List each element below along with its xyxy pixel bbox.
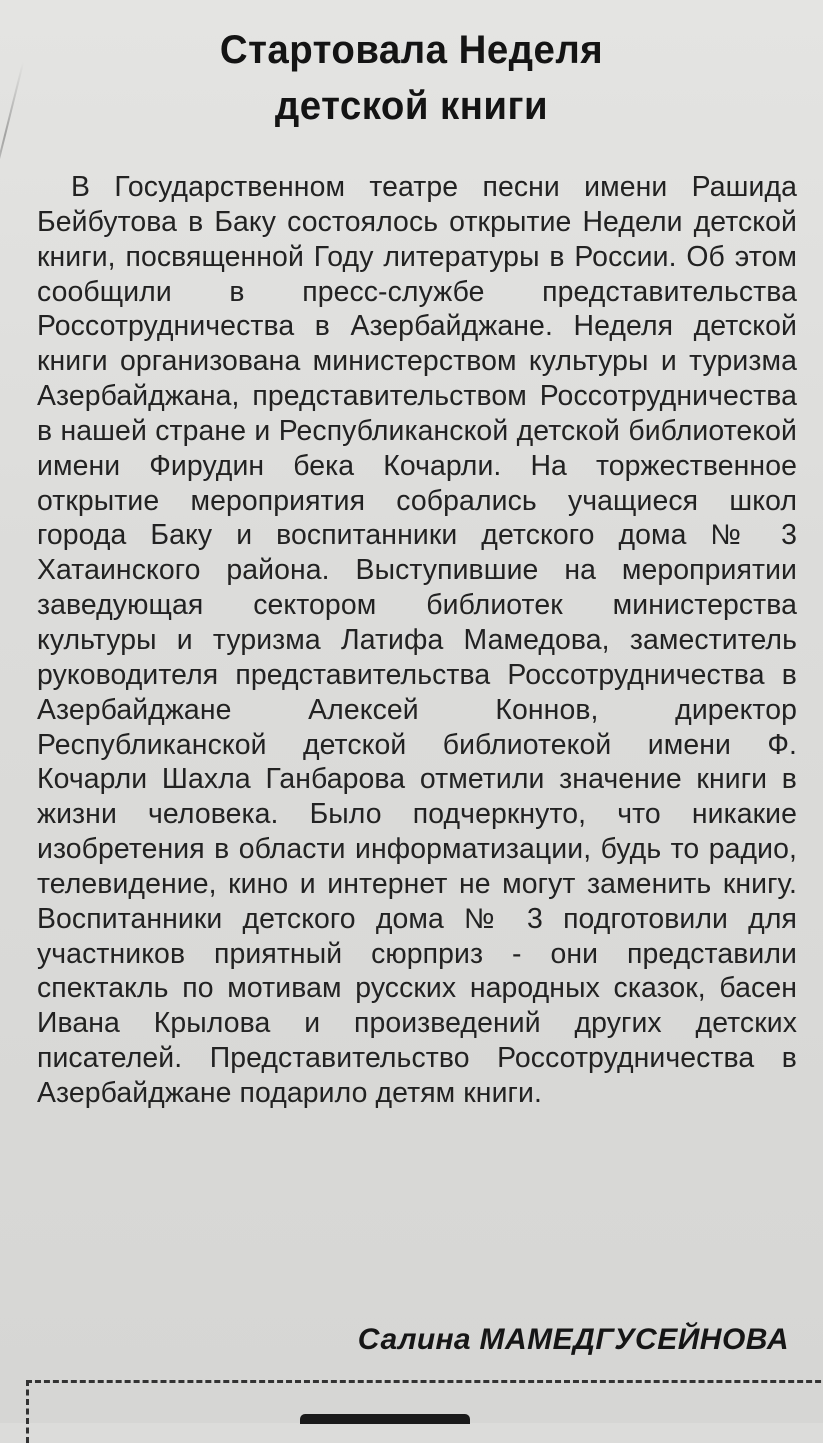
article-headline bbox=[16, 22, 806, 134]
byline-surname: МАМЕДГУСЕЙНОВА bbox=[479, 1323, 789, 1356]
headline-line-1: Стартовала Неделя bbox=[219, 28, 604, 72]
next-article-heading-cut bbox=[300, 1408, 540, 1428]
headline-line-2: детской книги bbox=[274, 84, 549, 128]
byline-first-name: Салина bbox=[357, 1323, 471, 1356]
article-body: В Государственном театре песни имени Рашида Бейбутова в Баку состоялось открытие Недели детской книги, посвященной Году литературы в России. Об этом сообщили в пресс-службе представительства Россотрудничества в Азербайджане. Неделя детской книги организована министерством культуры и туризма Азербайджана, представительством Россотрудничества в нашей стране и Республиканской детской библиотекой имени Фирудин бека Кочарли. На торжественное открытие мероприятия собрались учащиеся школ города Баку и воспитанники детского дома № 3 Хатаинского района. Выступившие на мероприятии заведующая сектором библиотек министерства культуры и туризма Латифа Мамедова, заместитель руководителя представительства Россотрудничества в Азербайджане Алексей Коннов, директор Республиканской детской библиотекой имени Ф. Кочарли Шахла Ганбарова отметили значение книги в жизни человека. Было подчеркнуто, что никакие изобретения в области информатизации, будь то радио, телевидение, кино и интернет не могут заменить книгу. Воспитанники детского дома № 3 подготовили для участников приятный сюрприз - они представили спектакль по мотивам русских народных сказок, басен Ивана Крылова и произведений других детских писателей. Представительство Россотрудничества в Азербайджане подарило детям книги. bbox=[37, 171, 797, 1109]
article-byline bbox=[358, 1320, 789, 1360]
